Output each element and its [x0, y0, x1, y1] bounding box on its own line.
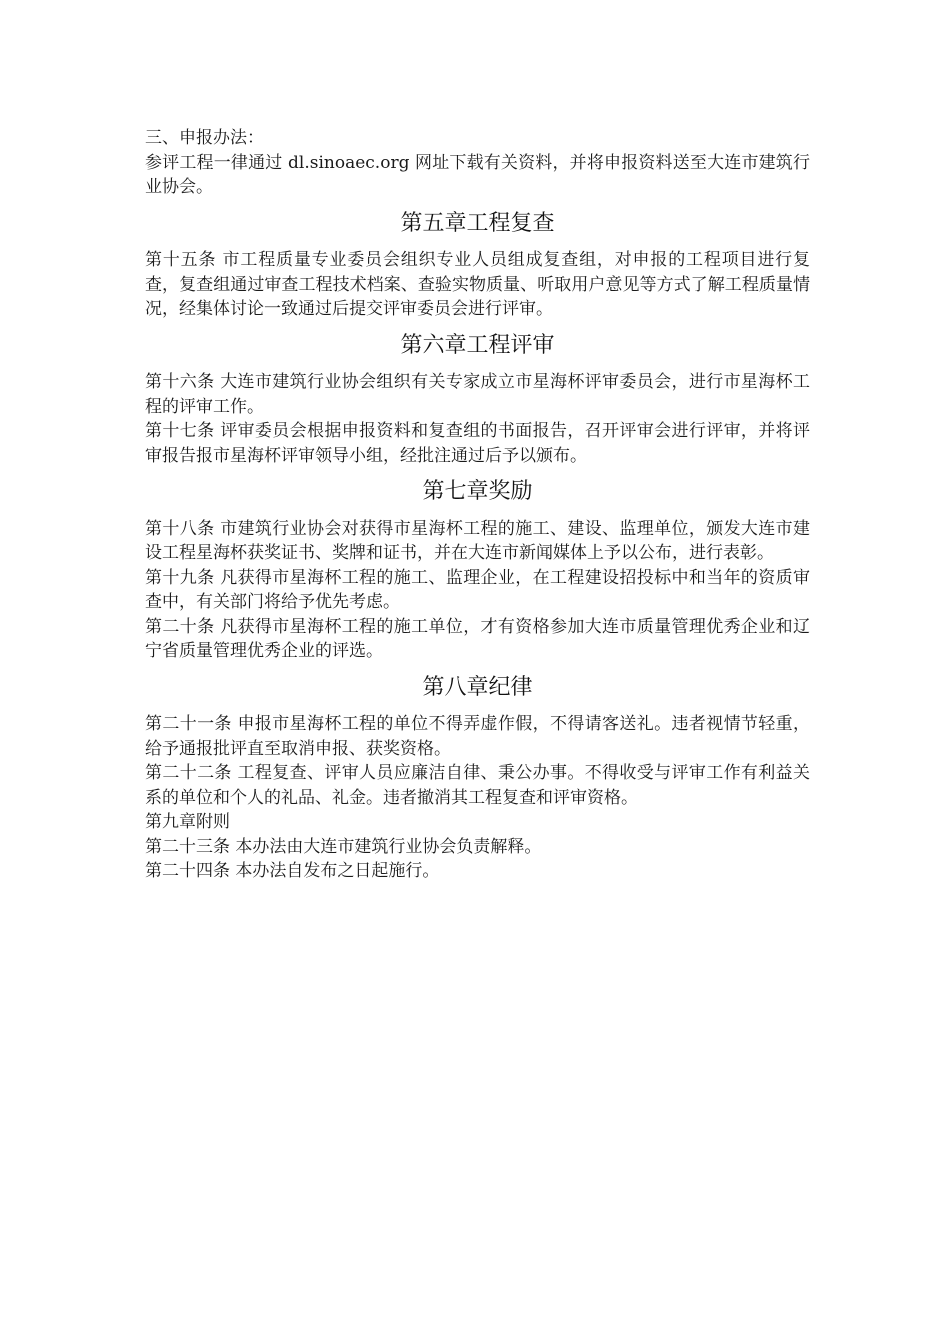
- article-23: 第二十三条 本办法由大连市建筑行业协会负责解释。: [145, 836, 542, 857]
- article-15: 第十五条 市工程质量专业委员会组织专业人员组成复查组，对申报的工程项目进行复查，复查组通过审查工程技术档案、查验实物质量、听取用户意见等方式了解工程质量情况，经集体讨论一致通过后提交评审委员会进行评审。: [145, 250, 810, 319]
- document-body: [145, 126, 810, 884]
- chapter-heading-5: 第五章工程复查: [400, 210, 555, 236]
- article-24: 第二十四条 本办法自发布之日起施行。: [145, 861, 440, 881]
- section-heading-application: 三、申报办法：: [145, 128, 264, 148]
- article-18: 第十八条 市建筑行业协会对获得市星海杯工程的施工、建设、监理单位，颁发大连市建设工程星海杯获奖证书、奖牌和证书，并在大连市新闻媒体上予以公布，进行表彰。: [145, 518, 810, 563]
- article-22: 第二十二条 工程复查、评审人员应廉洁自律、秉公办事。不得收受与评审工作有利益关系的单位和个人的礼品、礼金。违者撤消其工程复查和评审资格。: [145, 763, 810, 808]
- article-17: 第十七条 评审委员会根据申报资料和复查组的书面报告，召开评审会进行评审，并将评审报告报市星海杯评审领导小组，经批注通过后予以颁布。: [145, 421, 810, 466]
- chapter-heading-8: 第八章纪律: [422, 674, 533, 700]
- chapter-heading-6: 第六章工程评审: [400, 332, 555, 358]
- chapter-heading-7: 第七章奖励: [422, 479, 533, 504]
- chapter-heading-9: 第九章附则: [145, 812, 230, 832]
- article-19: 第十九条 凡获得市星海杯工程的施工、监理企业，在工程建设招投标中和当年的资质审查中，有关部门将给予优先考虑。: [145, 567, 810, 612]
- article-20: 第二十条 凡获得市星海杯工程的施工单位，才有资格参加大连市质量管理优秀企业和辽宁省质量管理优秀企业的评选。: [145, 616, 810, 661]
- article-16: 第十六条 大连市建筑行业协会组织有关专家成立市星海杯评审委员会，进行市星海杯工程的评审工作。: [145, 372, 810, 417]
- paragraph-application-method: 参评工程一律通过 dl.sinoaec.org 网址下载有关资料，并将申报资料送至大连市建筑行业协会。: [145, 152, 810, 197]
- article-21: 第二十一条 申报市星海杯工程的单位不得弄虚作假，不得请客送礼。违者视情节轻重，给予通报批评直至取消申报、获奖资格。: [145, 714, 810, 759]
